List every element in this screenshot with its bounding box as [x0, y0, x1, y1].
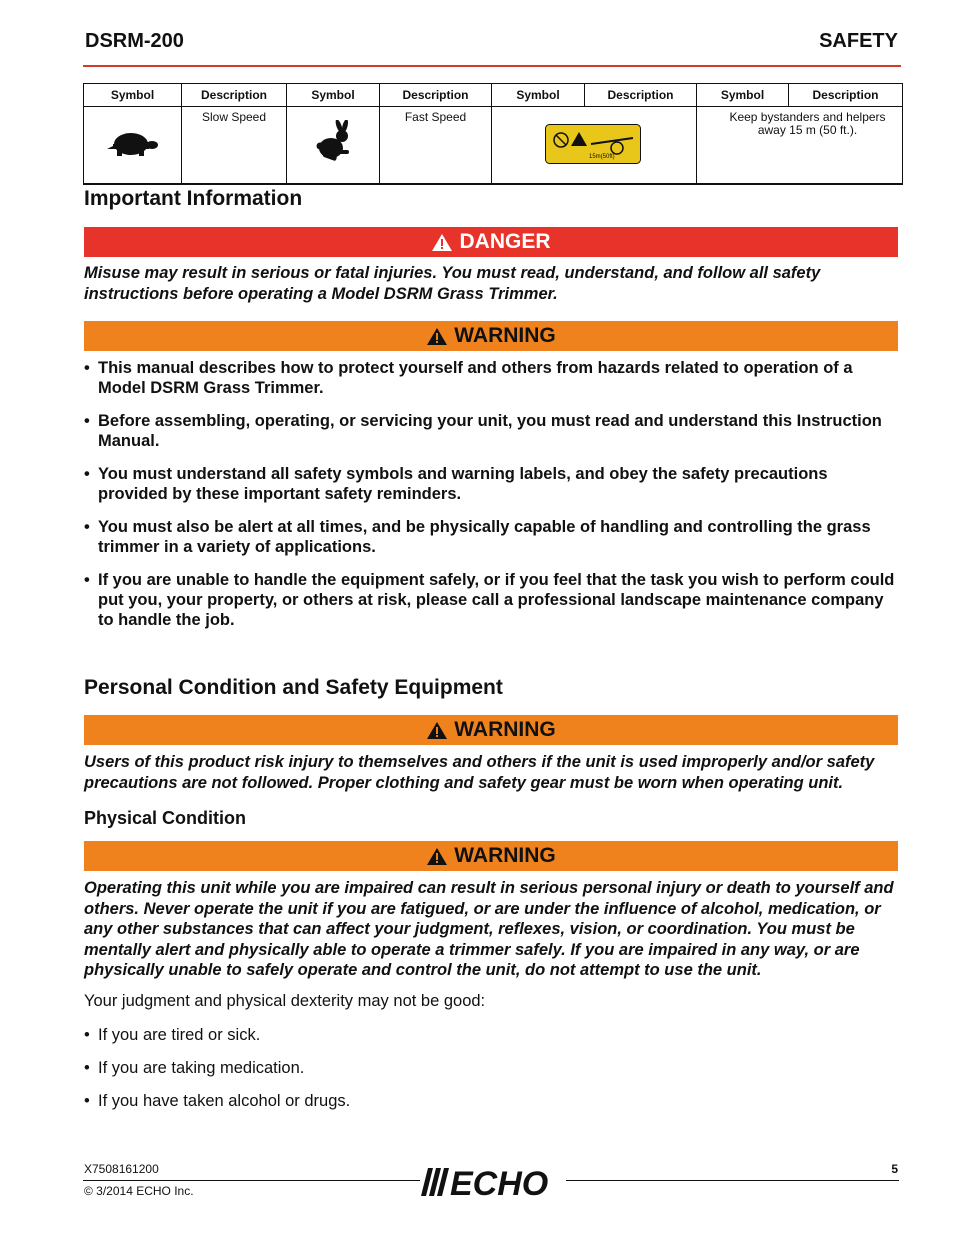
section-heading: Personal Condition and Safety Equipment — [84, 676, 503, 699]
table-header: Description — [380, 84, 492, 107]
danger-banner — [84, 227, 898, 257]
warning-text: Users of this product risk injury to themselves and others if the unit is used improperly and/or safety precautions are not followed. Proper clothing and safety gear must be worn when operating unit. — [84, 753, 875, 792]
warning-label: WARNING — [454, 718, 556, 741]
page-number: 5 — [891, 1162, 898, 1176]
list-item: • If you have taken alcohol or drugs. — [84, 1091, 899, 1111]
list-item: • Before assembling, operating, or servicing your unit, you must read and understand this Instruction Manual. — [84, 411, 899, 451]
logo-text: ECHO — [450, 1165, 549, 1200]
warning-triangle-icon — [431, 233, 453, 252]
intro-paragraph: Your judgment and physical dexterity may not be good: — [84, 992, 486, 1010]
warning-triangle-icon — [426, 847, 448, 866]
warning-banner — [84, 841, 898, 871]
list-item: • You must understand all safety symbols and warning labels, and obey the safety precautions provided by these important safety reminders. — [84, 464, 899, 504]
symbol-cell — [492, 107, 697, 185]
symbol-table — [83, 83, 903, 185]
list-item: • If you are unable to handle the equipment safely, or if you feel that the task you wish to perform could put you, your property, or others at risk, please call a professional landscape maintenance company to handle the job. — [84, 570, 899, 630]
table-header: Symbol — [492, 84, 585, 107]
list-item: • You must also be alert at all times, and be physically capable of handling and controlling the grass trimmer in a variety of applications. — [84, 517, 899, 557]
model-title: DSRM-200 — [85, 30, 184, 52]
description-cell: Slow Speed — [182, 107, 287, 185]
turtle-icon — [103, 124, 163, 164]
list-item: • This manual describes how to protect yourself and others from hazards related to operation of a Model DSRM Grass Trimmer. — [84, 358, 899, 398]
rabbit-icon — [311, 120, 355, 168]
symbol-cell — [287, 107, 380, 185]
section-heading: Important Information — [84, 187, 303, 210]
warning-label: WARNING — [454, 844, 556, 867]
echo-logo — [420, 1164, 566, 1200]
part-number: X7508161200 — [84, 1162, 159, 1176]
table-header: Symbol — [84, 84, 182, 107]
warning-label: WARNING — [454, 324, 556, 347]
warning-banner — [84, 321, 898, 351]
copyright: © 3/2014 ECHO Inc. — [84, 1184, 194, 1198]
subsection-heading: Physical Condition — [84, 808, 247, 828]
bystander-warning-label-icon — [545, 124, 641, 164]
danger-text: Misuse may result in serious or fatal injuries. You must read, understand, and follow all safety instructions before operating a Model DSRM Grass Trimmer. — [84, 264, 821, 303]
danger-label: DANGER — [459, 230, 551, 253]
condition-bullet-list — [84, 1025, 899, 1124]
warning-text: Operating this unit while you are impaired can result in serious personal injury or death to yourself and others. Never operate the unit if you are fatigued, or are under the influence of alcohol, medication, or any other substances that can affect your judgment, reflexes, vision, or coordination. You must be mentally alert and physically able to operate a trimmer safely. If you are impaired in any way, or are physically unable to safely operate and control the unit, do not attempt to use the unit. — [84, 879, 894, 979]
table-row — [84, 107, 903, 185]
list-item: • If you are tired or sick. — [84, 1025, 899, 1045]
description-cell: Fast Speed — [380, 107, 492, 185]
table-header: Symbol — [287, 84, 380, 107]
warning-banner — [84, 715, 898, 745]
list-item: • If you are taking medication. — [84, 1058, 899, 1078]
important-bullet-list — [84, 358, 899, 643]
warning-triangle-icon — [426, 327, 448, 346]
warning-triangle-icon — [426, 721, 448, 740]
table-header: Description — [182, 84, 287, 107]
symbol-table-header-row — [84, 84, 903, 107]
header-rule — [83, 65, 901, 67]
label-text: 15m(50ft) — [589, 153, 615, 160]
section-title: SAFETY — [819, 30, 898, 52]
table-header: Symbol — [697, 84, 789, 107]
table-header: Description — [789, 84, 903, 107]
description-cell: Keep bystanders and helpers away 15 m (50 ft.). — [697, 107, 903, 185]
symbol-cell — [84, 107, 182, 185]
table-header: Description — [585, 84, 697, 107]
